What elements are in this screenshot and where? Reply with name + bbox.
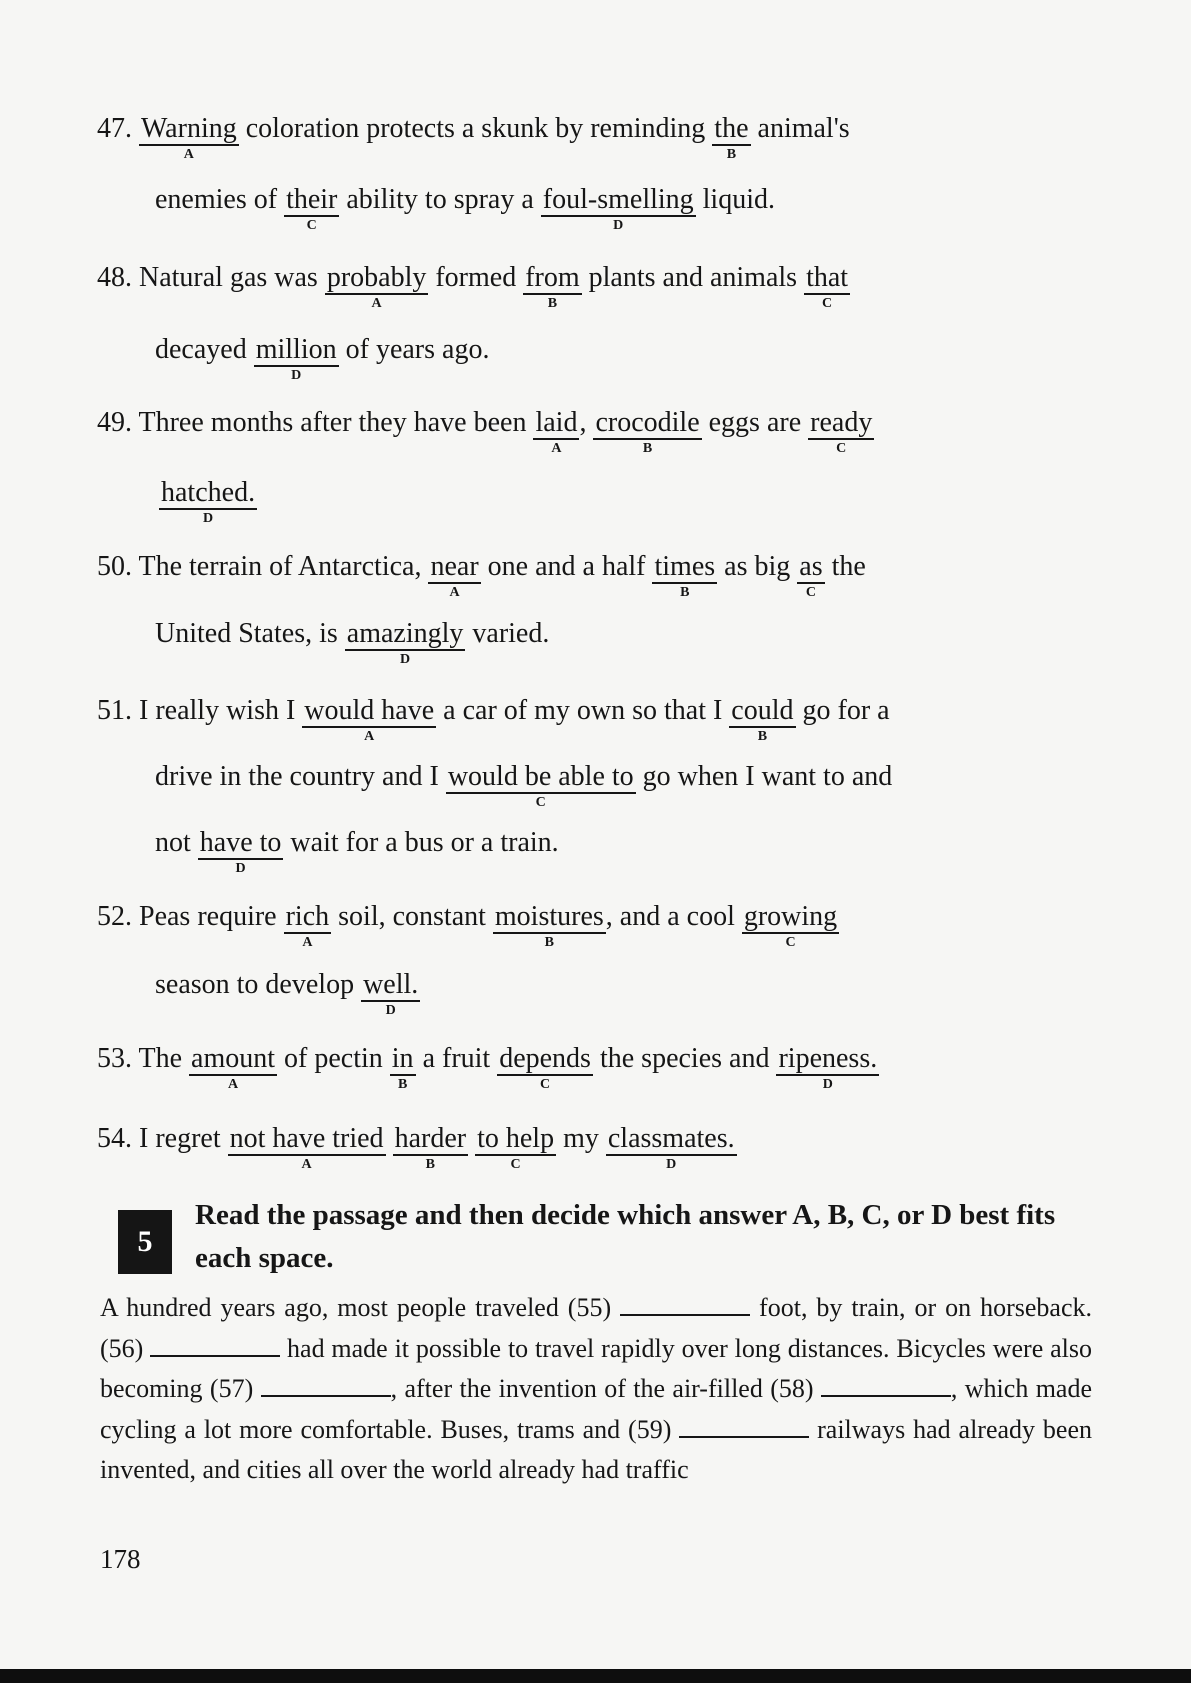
page-number: 178 — [100, 1544, 141, 1574]
option-letter: D — [235, 861, 246, 876]
option-letter: D — [666, 1157, 677, 1172]
question-line-1 — [97, 901, 839, 950]
question-line-3 — [155, 826, 559, 876]
option-letter: B — [544, 935, 555, 950]
option-letter: B — [398, 1077, 408, 1092]
option-text: have to — [199, 827, 282, 858]
question-text: varied. — [465, 618, 550, 649]
option-text: near — [430, 551, 479, 582]
underlined-option — [475, 1123, 556, 1172]
option-text: classmates. — [607, 1123, 735, 1154]
option-letter: D — [385, 1003, 396, 1018]
question-text — [386, 1123, 393, 1154]
underlined-option — [729, 695, 795, 744]
underlined-option — [428, 551, 480, 600]
option-text: foul-smelling — [542, 184, 694, 215]
option-text: from — [525, 262, 580, 293]
question-text: a car of my own so that I — [436, 695, 730, 726]
question-text: not — [155, 827, 198, 858]
underlined-option — [541, 184, 696, 233]
question-text: I really wish I — [139, 695, 303, 726]
question-text: I regret — [139, 1123, 228, 1154]
question-text: liquid. — [695, 184, 775, 215]
question-text: decayed — [155, 334, 254, 365]
question-text: drive in the country and I — [155, 761, 446, 792]
underlined-option — [189, 1043, 277, 1092]
question-line-2 — [159, 476, 257, 526]
underlined-option — [325, 262, 429, 311]
option-text: hatched. — [161, 477, 256, 508]
option-text: million — [255, 334, 337, 365]
option-letter: A — [364, 729, 375, 744]
option-letter: C — [510, 1157, 521, 1172]
question-line-1 — [97, 113, 850, 162]
option-text: Warning — [141, 113, 237, 144]
option-letter: D — [291, 368, 302, 383]
underlined-option — [228, 1123, 386, 1172]
question-line-2 — [155, 183, 775, 233]
option-text: amazingly — [346, 618, 464, 649]
option-text: probably — [326, 262, 427, 293]
option-letter: C — [822, 296, 833, 311]
question-text: formed — [428, 262, 524, 293]
option-letter: D — [613, 218, 624, 233]
option-letter: A — [183, 147, 194, 162]
question-number: 53. — [97, 1043, 139, 1074]
option-letter: B — [547, 296, 558, 311]
question-text: the — [824, 551, 866, 582]
underlined-option — [776, 1043, 879, 1092]
option-text: their — [286, 184, 338, 215]
option-text: ripeness. — [778, 1043, 878, 1074]
underlined-option — [393, 1123, 469, 1172]
question-text: plants and animals — [581, 262, 805, 293]
option-text: to help — [477, 1123, 555, 1154]
option-letter: A — [227, 1077, 239, 1092]
option-letter: A — [551, 441, 562, 456]
option-text: laid — [535, 407, 578, 438]
passage-text: A hundred years ago, most people traveled (55) — [100, 1293, 621, 1322]
question-line-1 — [97, 695, 890, 744]
underlined-option — [533, 407, 579, 456]
question-number: 54. — [97, 1123, 139, 1154]
question-line-2 — [155, 333, 490, 383]
question-text: go when I want to and — [635, 761, 893, 792]
option-letter: C — [836, 441, 847, 456]
underlined-option — [345, 618, 466, 667]
question-51 — [97, 694, 893, 876]
option-text: depends — [499, 1043, 591, 1074]
question-line-1 — [97, 1123, 737, 1172]
underlined-option — [804, 262, 850, 311]
underlined-option — [361, 969, 420, 1018]
passage-text: railways had already been invented, and cities all over the world already had traffic — [100, 1414, 1092, 1484]
question-text: season to develop — [155, 969, 362, 1000]
question-47 — [97, 112, 850, 233]
option-text: would be able to — [447, 761, 634, 792]
option-letter: C — [805, 585, 816, 600]
question-text: of pectin — [277, 1043, 390, 1074]
question-text: United States, is — [155, 618, 345, 649]
question-text: as big — [717, 551, 798, 582]
question-text: one and a half — [480, 551, 653, 582]
bottom-border — [0, 1669, 1191, 1683]
passage-text: had made it possible to travel rapidly over long distances. Bicycles were also becoming (57) — [100, 1333, 1092, 1403]
option-letter: A — [302, 935, 313, 950]
option-text: crocodile — [595, 407, 700, 438]
question-53 — [97, 1042, 879, 1092]
underlined-option — [493, 901, 606, 950]
option-text: not have tried — [229, 1123, 384, 1154]
question-number: 49. — [97, 407, 139, 438]
underlined-option — [139, 113, 239, 162]
option-text: well. — [363, 969, 419, 1000]
option-letter: B — [680, 585, 690, 600]
section-number-badge: 5 — [118, 1210, 172, 1274]
question-line-1 — [97, 407, 874, 456]
answer-blank[interactable] — [261, 1373, 391, 1397]
question-48 — [97, 261, 850, 383]
underlined-option — [797, 551, 824, 600]
question-line-1 — [97, 1043, 879, 1092]
question-text: my — [556, 1123, 606, 1154]
passage-text: foot, by train, or on horseback. (56) — [100, 1293, 1092, 1363]
option-text: could — [731, 695, 794, 726]
question-text: eggs are — [701, 407, 809, 438]
question-text: ability to spray a — [339, 184, 541, 215]
option-letter: D — [400, 652, 411, 667]
underlined-option — [254, 334, 339, 383]
option-letter: C — [785, 935, 796, 950]
underlined-option — [497, 1043, 593, 1092]
answer-blank[interactable] — [620, 1292, 750, 1316]
option-text: in — [391, 1043, 414, 1074]
question-text: wait for a bus or a train. — [283, 827, 559, 858]
underlined-option — [652, 551, 717, 600]
question-text: The terrain of Antarctica, — [138, 551, 429, 582]
question-text: coloration protects a skunk by reminding — [238, 113, 713, 144]
question-number: 47. — [97, 113, 139, 144]
underlined-option — [198, 827, 284, 876]
question-text: The — [138, 1043, 190, 1074]
question-49 — [97, 406, 874, 526]
underlined-option — [523, 262, 581, 311]
option-text: growing — [743, 901, 838, 932]
reading-passage — [100, 1288, 1092, 1491]
question-text: go for a — [795, 695, 890, 726]
underlined-option — [284, 184, 339, 233]
underlined-option — [159, 477, 257, 526]
option-letter: A — [449, 585, 460, 600]
underlined-option — [446, 761, 636, 810]
question-number: 48. — [97, 262, 139, 293]
underlined-option — [390, 1043, 416, 1092]
option-text: the — [714, 113, 749, 144]
option-letter: B — [425, 1157, 435, 1172]
option-letter: D — [822, 1077, 833, 1092]
answer-blank[interactable] — [821, 1373, 951, 1397]
option-text: ready — [810, 407, 873, 438]
option-letter: A — [301, 1157, 312, 1172]
answer-blank[interactable] — [150, 1333, 280, 1357]
question-text: soil, constant — [331, 901, 493, 932]
underlined-option — [742, 901, 839, 950]
underlined-option — [712, 113, 750, 162]
question-number: 50. — [97, 551, 139, 582]
option-letter: B — [642, 441, 653, 456]
option-text: as — [799, 551, 823, 582]
question-text: , — [579, 407, 594, 438]
question-line-1 — [97, 262, 850, 311]
passage-text: , after the invention of the air-filled (58) — [390, 1374, 821, 1403]
option-letter: C — [540, 1077, 551, 1092]
section-instruction: Read the passage and then decide which answer A, B, C, or D best fits each space. — [195, 1199, 1056, 1274]
answer-blank[interactable] — [679, 1414, 809, 1438]
passage-text: , which made cycling a lot more comfortable. Buses, trams and (59) — [100, 1374, 1093, 1444]
underlined-option — [593, 407, 701, 456]
option-text: moistures — [494, 901, 604, 932]
option-letter: D — [202, 511, 214, 526]
question-text: enemies of — [155, 184, 285, 215]
underlined-option — [302, 695, 436, 744]
underlined-option — [606, 1123, 737, 1172]
option-letter: B — [757, 729, 768, 744]
question-text: Peas require — [139, 901, 284, 932]
question-text — [468, 1123, 475, 1154]
question-text: animal's — [750, 113, 850, 144]
option-text: rich — [285, 901, 330, 932]
option-text: would have — [304, 695, 435, 726]
underlined-option — [284, 901, 332, 950]
question-line-2 — [155, 968, 420, 1018]
option-letter: C — [535, 795, 546, 810]
question-text: a fruit — [415, 1043, 498, 1074]
option-letter: C — [306, 218, 317, 233]
question-text: , and a cool — [605, 901, 742, 932]
question-text: Natural gas was — [139, 262, 325, 293]
question-text: Three months after they have been — [138, 407, 534, 438]
question-text: of years ago. — [338, 334, 490, 365]
option-letter: B — [726, 147, 737, 162]
question-52 — [97, 900, 839, 1018]
option-text: amount — [191, 1043, 276, 1074]
question-line-1 — [97, 551, 866, 600]
question-number: 51. — [97, 695, 139, 726]
option-text: times — [654, 551, 716, 582]
underlined-option — [808, 407, 874, 456]
option-letter: A — [371, 296, 382, 311]
option-text: that — [806, 262, 849, 293]
question-50 — [97, 550, 866, 667]
question-number: 52. — [97, 901, 139, 932]
option-text: harder — [394, 1123, 467, 1154]
question-line-2 — [155, 617, 550, 667]
question-line-2 — [155, 760, 893, 810]
question-54 — [97, 1122, 737, 1172]
question-text: the species and — [592, 1043, 777, 1074]
